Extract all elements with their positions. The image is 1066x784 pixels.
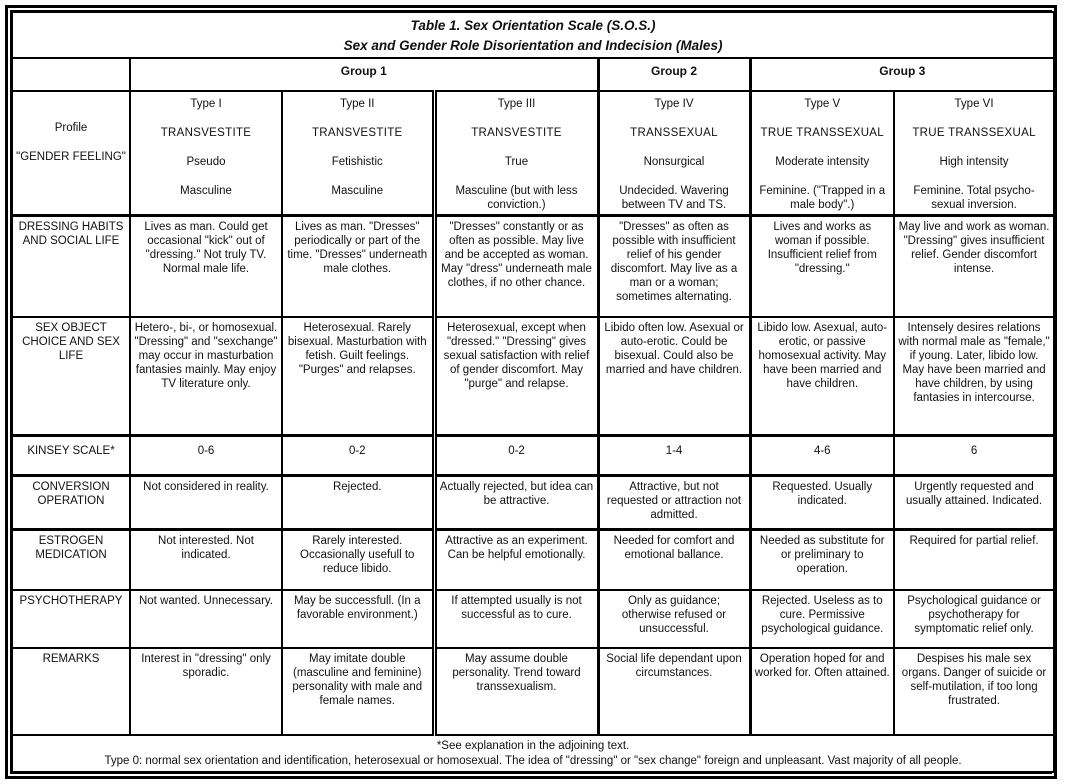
table-cell: Not wanted. Unnecessary.	[130, 590, 282, 648]
table-cell: Lives as man. Could get occasional "kick" out of "dressing." Not truly TV. Normal male life.	[130, 216, 282, 318]
table-outer-frame	[5, 5, 1057, 779]
footnote-type-0: Type 0: normal sex orientation and identification, heterosexual or homosexual. The idea of "dressing" or "sex change" foreign and unpleasant. Vast majority of all people.	[104, 755, 962, 768]
type-subtype: Nonsurgical	[643, 156, 705, 169]
row-label-estrogen-medication: ESTROGEN MEDICATION	[12, 530, 130, 591]
type-5-header	[750, 91, 894, 216]
table-cell: "Dresses" as often as possible with insufficient relief of his gender discomfort. May live as a man or a woman; sometimes alternating.	[598, 216, 750, 318]
type-feeling: Masculine	[331, 185, 384, 198]
table-cell: Only as guidance; otherwise refused or unsuccessful.	[598, 590, 750, 648]
table-cell: May assume double personality. Trend toward transsexualism.	[434, 648, 598, 735]
types-header-row	[12, 91, 1054, 216]
table-inner-frame	[10, 10, 1052, 774]
table-cell: 6	[894, 436, 1054, 476]
title-row	[12, 12, 1054, 58]
row-label-conversion-operation: CONVERSION OPERATION	[12, 476, 130, 530]
table-cell: Operation hoped for and worked for. Often attained.	[750, 648, 894, 735]
table-cell: May be successfull. (In a favorable environment.)	[282, 590, 434, 648]
type-label: Type IV	[654, 98, 694, 111]
type-2-header	[282, 91, 434, 216]
profile-label: Profile	[54, 122, 88, 135]
type-name: TRANSSEXUAL	[630, 127, 718, 140]
row-label-profile	[12, 91, 130, 216]
table-cell: Libido low. Asexual, auto-erotic, or passive homosexual activity. May have been married and have children.	[750, 317, 894, 436]
table-cell: Requested. Usually indicated.	[750, 476, 894, 530]
footnote-asterisk: *See explanation in the adjoining text.	[436, 740, 630, 753]
type-4-header	[598, 91, 750, 216]
table-row-kinsey-scale	[12, 436, 1054, 476]
type-subtype: Moderate intensity	[775, 156, 870, 169]
table-cell: Lives and works as woman if possible. Insufficient relief from "dressing."	[750, 216, 894, 318]
table-cell: 4-6	[750, 436, 894, 476]
group-header-empty-cell	[12, 58, 130, 91]
type-subtype: Fetishistic	[331, 156, 383, 169]
table-cell: Needed for comfort and emotional ballance.	[598, 530, 750, 591]
type-name: TRANSVESTITE	[160, 127, 252, 140]
table-cell: Interest in "dressing" only sporadic.	[130, 648, 282, 735]
table-row-dressing-habits	[12, 216, 1054, 318]
table-cell: Libido often low. Asexual or auto-erotic. Could be bisexual. Could also be married and have children.	[598, 317, 750, 436]
table-cell: Rarely interested. Occasionally usefull to reduce libido.	[282, 530, 434, 591]
type-label: Type III	[497, 98, 536, 111]
table-title	[12, 12, 1054, 58]
table-row-sex-object-choice	[12, 317, 1054, 436]
type-name: TRUE TRANSSEXUAL	[760, 127, 884, 140]
table-row-psychotherapy	[12, 590, 1054, 648]
type-label: Type V	[804, 98, 841, 111]
group-2-header: Group 2	[598, 58, 750, 91]
table-cell: 0-2	[434, 436, 598, 476]
table-cell: May imitate double (masculine and feminine) personality with male and female names.	[282, 648, 434, 735]
group-header-row	[12, 58, 1054, 91]
table-cell: "Dresses" constantly or as often as possible. May live and be accepted as woman. May "dress" underneath male clothes, if no other chance.	[434, 216, 598, 318]
table-cell: May live and work as woman. "Dressing" gives insufficient relief. Gender discomfort intense.	[894, 216, 1054, 318]
type-name: TRANSVESTITE	[311, 127, 403, 140]
table-row-remarks	[12, 648, 1054, 735]
type-label: Type II	[339, 98, 375, 111]
table-cell: Intensely desires relations with normal male as "female," if young. Later, libido low. May have been married and have children, by using fantasies in intercourse.	[894, 317, 1054, 436]
footnote-row	[12, 735, 1054, 772]
table-cell: Not considered in reality.	[130, 476, 282, 530]
group-1-header: Group 1	[130, 58, 598, 91]
table-cell: Attractive, but not requested or attraction not admitted.	[598, 476, 750, 530]
type-feeling: Masculine (but with less conviction.)	[455, 185, 578, 212]
table-cell: Psychological guidance or psychotherapy for symptomatic relief only.	[894, 590, 1054, 648]
group-3-header: Group 3	[750, 58, 1054, 91]
table-cell: 0-6	[130, 436, 282, 476]
table-cell: Heterosexual. Rarely bisexual. Masturbation with fetish. Guilt feelings. "Purges" and relapses.	[282, 317, 434, 436]
type-subtype: High intensity	[939, 156, 1009, 169]
type-name: TRUE TRANSSEXUAL	[912, 127, 1036, 140]
table-cell: 1-4	[598, 436, 750, 476]
row-label-remarks: REMARKS	[12, 648, 130, 735]
type-3-header	[434, 91, 598, 216]
table-cell: Despises his male sex organs. Danger of suicide or self-mutilation, if too long frustrated.	[894, 648, 1054, 735]
table-cell: Heterosexual, except when "dressed." "Dressing" gives sexual satisfaction with relief of gender discomfort. May "purge" and relapse.	[434, 317, 598, 436]
type-subtype: Pseudo	[186, 156, 226, 169]
table-cell: Social life dependant upon circumstances.	[598, 648, 750, 735]
gender-feeling-label: "GENDER FEELING"	[16, 151, 126, 164]
type-label: Type I	[190, 98, 222, 111]
table-cell: Urgently requested and usually attained. Indicated.	[894, 476, 1054, 530]
type-feeling: Masculine	[180, 185, 232, 198]
title-line-2: Sex and Gender Role Disorientation and Indecision (Males)	[343, 37, 723, 53]
table-cell: Rejected.	[282, 476, 434, 530]
type-name: TRANSVESTITE	[471, 127, 562, 140]
row-label-dressing-habits: DRESSING HABITS AND SOCIAL LIFE	[12, 216, 130, 318]
type-subtype: True	[504, 156, 529, 169]
type-feeling: Feminine. Total psycho-sexual inversion.	[913, 185, 1035, 212]
type-feeling: Feminine. ("Trapped in a male body".)	[759, 185, 886, 212]
row-label-kinsey-scale: KINSEY SCALE*	[12, 436, 130, 476]
table-cell: Lives as man. "Dresses" periodically or part of the time. "Dresses" underneath male clothes.	[282, 216, 434, 318]
table-cell: Hetero-, bi-, or homosexual. "Dressing" and "sexchange" may occur in masturbation fantasies mainly. May enjoy TV literature only.	[130, 317, 282, 436]
table-row-estrogen-medication	[12, 530, 1054, 591]
table-cell: 0-2	[282, 436, 434, 476]
type-feeling: Undecided. Wavering between TV and TS.	[619, 185, 729, 212]
table-cell: Rejected. Useless as to cure. Permissive psychological guidance.	[750, 590, 894, 648]
title-line-1: Table 1. Sex Orientation Scale (S.O.S.)	[410, 18, 656, 33]
type-1-header	[130, 91, 282, 216]
type-label: Type VI	[954, 98, 994, 111]
table-cell: Actually rejected, but idea can be attractive.	[434, 476, 598, 530]
table-cell: Not interested. Not indicated.	[130, 530, 282, 591]
table-cell: Needed as substitute for or preliminary to operation.	[750, 530, 894, 591]
type-6-header	[894, 91, 1054, 216]
table-cell: Attractive as an experiment. Can be helpful emotionally.	[434, 530, 598, 591]
row-label-psychotherapy: PSYCHOTHERAPY	[12, 590, 130, 648]
table-row-conversion-operation	[12, 476, 1054, 530]
sex-orientation-scale-table	[11, 11, 1055, 773]
table-cell: If attempted usually is not successful as to cure.	[434, 590, 598, 648]
footnotes	[12, 735, 1054, 772]
table-cell: Required for partial relief.	[894, 530, 1054, 591]
row-label-sex-object-choice: SEX OBJECT CHOICE AND SEX LIFE	[12, 317, 130, 436]
